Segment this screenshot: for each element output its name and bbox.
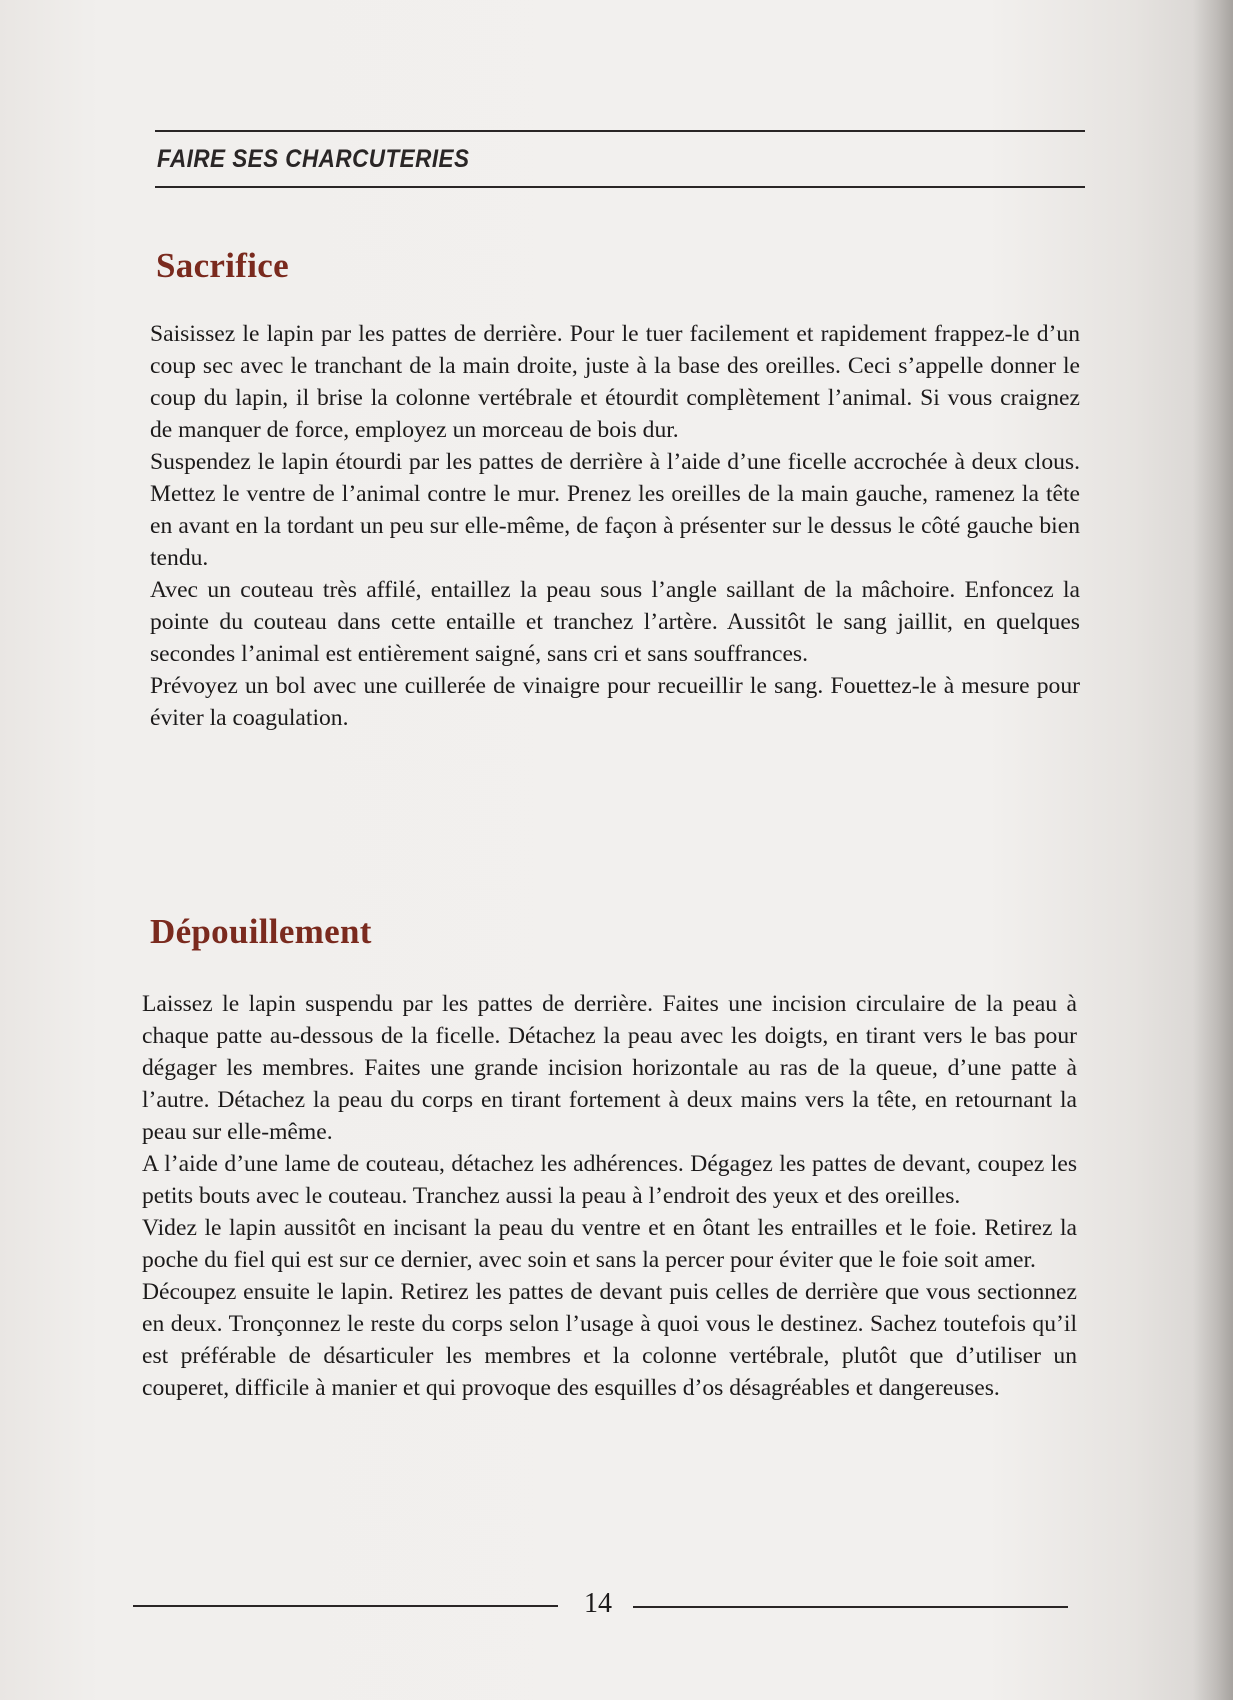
page-edge-shadow (1193, 0, 1233, 1700)
page-footer (133, 1584, 1068, 1624)
section-body-depouillement (142, 988, 1077, 1404)
paragraph: Laissez le lapin suspendu par les pattes de derrière. Faites une incision circulaire de la peau à chaque patte au-dessous de la ficelle. Détachez la peau avec les doigts, en tirant vers le bas pour dégager les membres. Faites une grande incision horizontale au ras de la queue, d’une patte à l’autre. Détachez la peau du corps en tirant fortement à deux mains vers la tête, en retournant la peau sur elle-même. (142, 991, 1077, 1145)
paragraph: Avec un couteau très affilé, entaillez la peau sous l’angle saillant de la mâchoire. Enfoncez la pointe du couteau dans cette entaille et tranchez l’artère. Aussitôt le sang jaillit, en quelques secondes l’animal est entièrement saigné, sans cri et sans souffrances. (150, 577, 1080, 667)
footer-left-rule (133, 1605, 558, 1607)
paragraph: Prévoyez un bol avec une cuillerée de vinaigre pour recueillir le sang. Fouettez-le à mesure pour éviter la coagulation. (150, 673, 1080, 731)
paragraph: Videz le lapin aussitôt en incisant la peau du ventre et en ôtant les entrailles et le foie. Retirez la poche du fiel qui est sur ce dernier, avec soin et sans la percer pour éviter que le foie soit amer. (142, 1215, 1077, 1273)
section-heading-sacrifice: Sacrifice (156, 246, 289, 285)
paragraph: Découpez ensuite le lapin. Retirez les pattes de devant puis celles de derrière que vous sectionnez en deux. Tronçonnez le reste du corps selon l’usage à quoi vous le destinez. Sachez toutefois qu’il est préférable de désarticuler les membres et la colonne vertébrale, plutôt que d’utiliser un couperet, difficile à manier et qui provoque des esquilles d’os désagréables et dangereuses. (142, 1279, 1077, 1401)
paragraph: A l’aide d’une lame de couteau, détachez les adhérences. Dégagez les pattes de devant, coupez les petits bouts avec le couteau. Tranchez aussi la peau à l’endroit des yeux et des oreilles. (142, 1151, 1077, 1209)
header-bottom-rule (155, 186, 1085, 188)
footer-right-rule (633, 1606, 1068, 1608)
running-header-title: FAIRE SES CHARCUTERIES (157, 145, 470, 173)
paragraph: Suspendez le lapin étourdi par les pattes de derrière à l’aide d’une ficelle accrochée à deux clous. Mettez le ventre de l’animal contre le mur. Prenez les oreilles de la main gauche, ramenez la tête en avant en la tordant un peu sur elle-même, de façon à présenter sur le dessus le côté gauche bien tendu. (150, 449, 1080, 571)
section-heading-depouillement: Dépouillement (150, 912, 372, 951)
page-number: 14 (584, 1588, 612, 1619)
section-body-sacrifice (150, 318, 1080, 734)
header-top-rule (155, 130, 1085, 132)
running-header (155, 130, 1085, 188)
paragraph: Saisissez le lapin par les pattes de derrière. Pour le tuer facilement et rapidement frappez-le d’un coup sec avec le tranchant de la main droite, juste à la base des oreilles. Ceci s’appelle donner le coup du lapin, il brise la colonne vertébrale et étourdit complètement l’animal. Si vous craignez de manquer de force, employez un morceau de bois dur. (150, 321, 1080, 443)
